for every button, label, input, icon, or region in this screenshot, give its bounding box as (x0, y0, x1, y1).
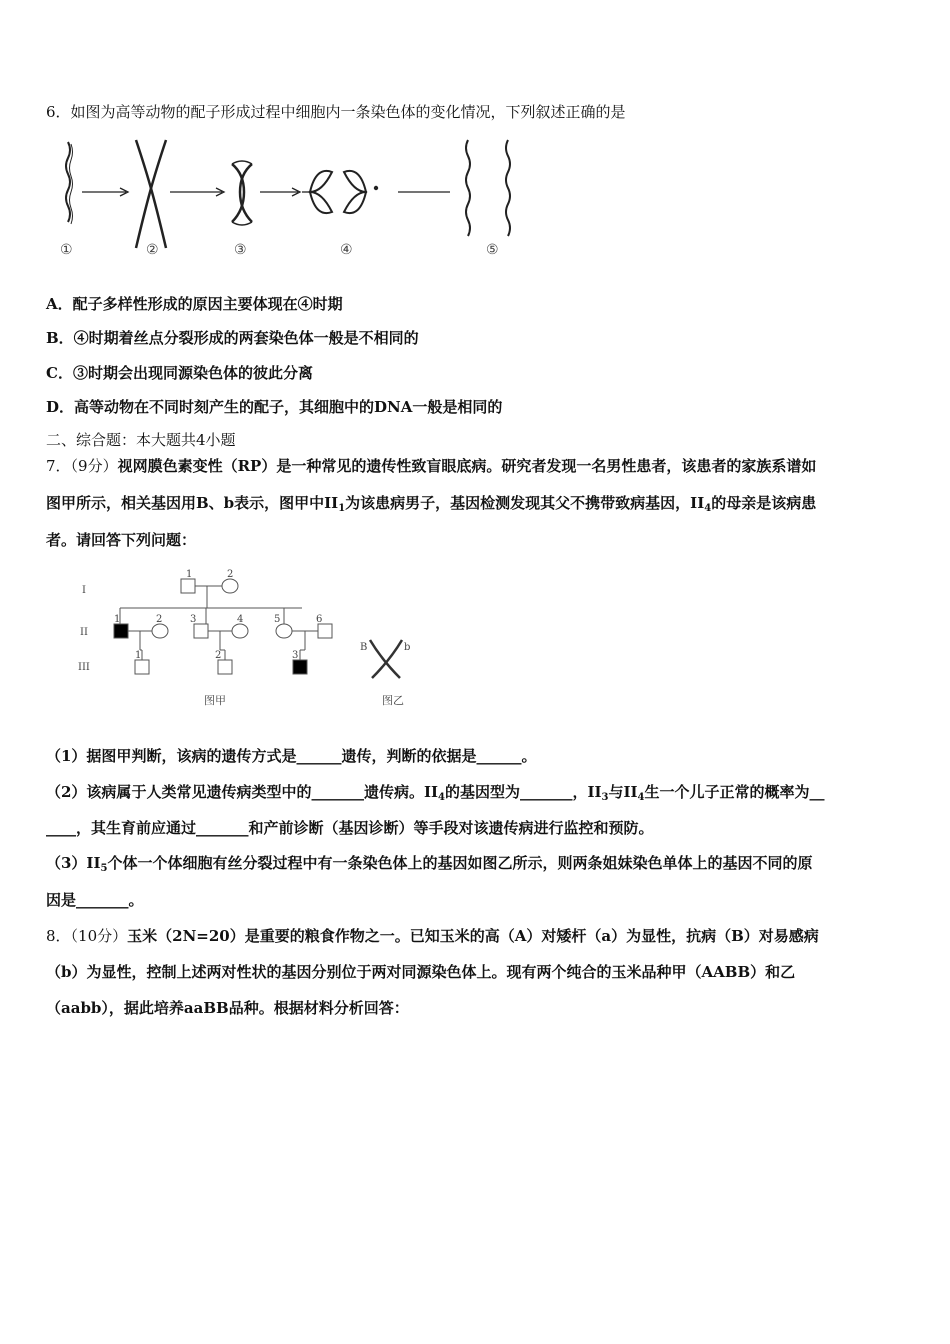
gen-label-1: I (82, 585, 86, 596)
gen-label-3: III (78, 662, 90, 673)
ped-gen2-num-4: 4 (237, 614, 244, 625)
section-heading: 二、综合题：本大题共4小题 (46, 431, 236, 449)
figure-label-3: ③ (234, 242, 247, 258)
q7-sub-2: 4 (704, 503, 712, 514)
q7-s2-text-c: 与II (608, 783, 638, 801)
option-a: A．配子多样性形成的原因主要体现在④时期 (46, 295, 343, 313)
q7-sub-question-3-cont: 因是_______。 (46, 891, 144, 909)
q7-s2-text-a: （2）该病属于人类常见遗传病类型中的_______遗传病。II (46, 783, 438, 801)
ped-gen3-num-1: 1 (135, 650, 142, 661)
option-d: D．高等动物在不同时刻产生的配子，其细胞中的DNA一般是相同的 (46, 398, 503, 416)
ped-gen3-num-3: 3 (292, 650, 299, 661)
q7-sub-question-2 (46, 782, 825, 808)
question-8-text-1: 玉米（2N=20）是重要的粮食作物之一。已知玉米的高（A）对矮杆（a）为显性，抗病（B）对易感病 (127, 927, 819, 945)
question-8-line-2: （b）为显性，控制上述两对性状的基因分别位于两对同源染色体上。现有两个纯合的玉米品种甲（AABB）和乙 (46, 963, 796, 981)
q7-s2-sub-2: 3 (601, 792, 609, 803)
chromosome-change-figure (54, 136, 524, 260)
question-8-line-1 (46, 926, 819, 946)
ped-gen1-num-1: 1 (186, 569, 193, 580)
pedigree-caption: 图甲 (204, 694, 226, 707)
question-7-text-1: 视网膜色素变性（RP）是一种常见的遗传性致盲眼底病。研究者发现一名男性患者，该患者的家族系谱如 (117, 457, 817, 475)
ped-gen3-num-2: 2 (215, 650, 222, 661)
ped-gen2-num-3: 3 (190, 614, 197, 625)
q7-s2-text-b: 的基因型为_______，II (444, 783, 602, 801)
q7-s3-sub: 5 (100, 863, 108, 874)
q7-s3-text-a: （3）II (46, 854, 101, 872)
question-8-line-3: （aabb），据此培养aaBB品种。根据材料分析回答： (46, 999, 409, 1017)
ped-gen2-num-1: 1 (114, 614, 121, 625)
q7-s2-sub-3: 4 (637, 792, 645, 803)
q7-text-a: 图甲所示，相关基因用B、b表示，图甲中II (46, 494, 339, 512)
question-7-line-1 (46, 456, 816, 476)
option-b: B．④时期着丝点分裂形成的两套染色体一般是不相同的 (46, 329, 419, 347)
q7-sub-question-1: （1）据图甲判断，该病的遗传方式是______遗传，判断的依据是______。 (46, 747, 537, 765)
chromosome-label-b-lower: b (404, 642, 411, 653)
q7-s2-text-d: 生一个儿子正常的概率为__ (644, 783, 825, 801)
question-8-score: （10分） (70, 927, 128, 945)
option-c: C．③时期会出现同源染色体的彼此分离 (46, 364, 313, 382)
figure-label-1: ① (60, 242, 73, 258)
q7-sub-1: 1 (338, 503, 346, 514)
question-7-number: 7． (46, 457, 71, 475)
q7-s3-text-b: 个体一个体细胞有丝分裂过程中有一条染色体上的基因如图乙所示，则两条姐妹染色单体上的基因不同的原 (107, 854, 813, 872)
gen-label-2: II (80, 627, 88, 638)
ped-gen2-num-2: 2 (156, 614, 163, 625)
figure-label-5: ⑤ (486, 242, 499, 258)
question-7-line-3: 者。请回答下列问题： (46, 531, 197, 549)
chromosome-caption: 图乙 (382, 694, 404, 707)
question-7-line-2 (46, 493, 816, 519)
question-7-score: （9分） (70, 457, 118, 475)
ped-gen1-num-2: 2 (227, 569, 234, 580)
q7-text-b: 为该患病男子，基因检测发现其父不携带致病基因，II (345, 494, 705, 512)
figure-label-4: ④ (340, 242, 353, 258)
pedigree-figure (70, 566, 430, 716)
ped-gen2-num-6: 6 (316, 614, 323, 625)
figure-label-2: ② (146, 242, 159, 258)
q7-s2-sub-1: 4 (437, 792, 445, 803)
question-6-stem: 6．如图为高等动物的配子形成过程中细胞内一条染色体的变化情况，下列叙述正确的是 (46, 103, 626, 121)
q7-sub-question-3 (46, 853, 812, 879)
chromosome-label-b-upper: B (360, 642, 368, 653)
q7-sub-question-2-cont: ____，其生育前应通过_______和产前诊断（基因诊断）等手段对该遗传病进行监控和预防。 (46, 819, 654, 837)
question-8-number: 8． (46, 927, 71, 945)
ped-gen2-num-5: 5 (274, 614, 281, 625)
q7-text-c: 的母亲是该病患 (711, 494, 817, 512)
